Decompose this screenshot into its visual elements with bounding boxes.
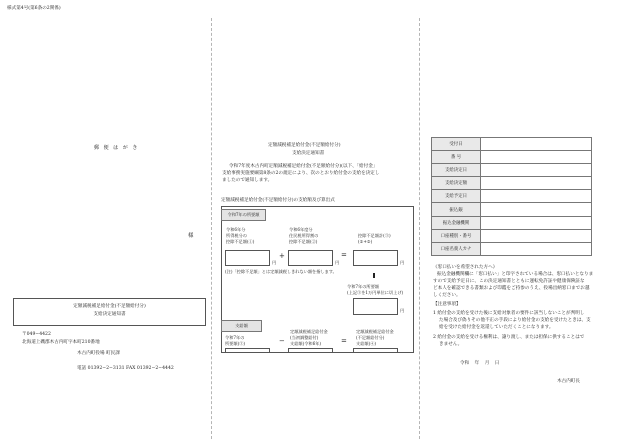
r7-required-label-1: 令和7年の所要額 bbox=[347, 284, 379, 289]
receipt-value bbox=[481, 229, 592, 242]
table-row bbox=[432, 203, 592, 216]
r6-income-tax-input bbox=[225, 250, 270, 266]
receipt-label: 受付日 bbox=[432, 138, 481, 151]
notice-body-line-2: 支給事務実施要綱第8条の2の規定により、次のとおり給付金の支給を決定し bbox=[222, 171, 380, 176]
r7-required-label-2: (上記③を1万円単位に切上げ) bbox=[347, 290, 404, 295]
down-arrow-icon bbox=[373, 273, 375, 278]
receipt-label: 振込金融機関 bbox=[432, 216, 481, 229]
bulletin-line-4: しください。 bbox=[433, 293, 461, 298]
envelope-title-2: 支給決定通知書 bbox=[93, 312, 126, 317]
addressee-honorific: 様 bbox=[188, 233, 194, 239]
r7-required-amount-input bbox=[225, 348, 270, 353]
yen-unit-1: 円 bbox=[272, 260, 277, 265]
table-row bbox=[432, 190, 592, 203]
yen-unit-2: 円 bbox=[335, 260, 340, 265]
receipt-label: 支給決定日 bbox=[432, 164, 481, 177]
r7-required-input bbox=[353, 298, 398, 315]
receipt-label: 支給決定額 bbox=[432, 177, 481, 190]
calc-section-title: 定額減税補足給付金(不足額給付分)の支給額及び算出式 bbox=[221, 198, 335, 203]
r6-resident-tax-input bbox=[288, 250, 333, 266]
paid-r6-label-1: 定額減税補足給付金 bbox=[290, 329, 328, 334]
bulletin-line-3: ど本人を確認できる書類および印鑑をご持参のうえ、役場出納窓口までお越 bbox=[433, 286, 590, 291]
table-row bbox=[432, 151, 592, 164]
table-row bbox=[432, 229, 592, 242]
receipt-label: 口座種別・番号 bbox=[432, 229, 481, 242]
paid-r6-label-3: 支給額(令和6年) bbox=[290, 341, 322, 346]
r6-resident-tax-label-3: 控除不足額(②) bbox=[289, 239, 318, 244]
sender-address: 北海道上磯郡木古内町字本町210番地 bbox=[22, 340, 100, 345]
receipt-value bbox=[481, 164, 592, 177]
sender-office: 木古内町役場 町民課 bbox=[77, 351, 120, 356]
caution-2-line-2: きません。 bbox=[439, 342, 463, 347]
table-row bbox=[432, 138, 592, 151]
fold-line-right bbox=[419, 18, 420, 439]
equals-symbol-1: = bbox=[341, 251, 347, 259]
shortfall-total-label-1: 控除不足額計(③) bbox=[358, 233, 391, 238]
paid-r6-label-2: (当初調整給付) bbox=[290, 335, 319, 340]
caution-1-line-3: 給を受けた給付金を返還していただくことになります。 bbox=[439, 325, 554, 330]
notice-title-1: 定額減税補足給付金(不足額給付分) bbox=[268, 143, 341, 148]
envelope-title-1: 定額減税補足給付金(不足額給付分) bbox=[73, 304, 146, 309]
receipt-label: 振込銀 bbox=[432, 203, 481, 216]
paid-now-label-3: 支給額(④) bbox=[356, 341, 377, 346]
table-row bbox=[432, 242, 592, 255]
sender-postcode: 〒049−4422 bbox=[22, 332, 51, 337]
receipt-value bbox=[481, 190, 592, 203]
notice-body-line-1: 令和7年度木古内町定額減税補足給付金(不足額給付分)(以下、「給付金」 bbox=[229, 164, 378, 169]
table-row bbox=[432, 177, 592, 190]
receipt-value bbox=[481, 177, 592, 190]
r7-required-header-label: 令和7年の所要額 bbox=[227, 212, 260, 217]
yen-unit-4: 円 bbox=[400, 308, 405, 313]
r7-required-amount-label-2: 所要額(③) bbox=[225, 341, 246, 346]
receipt-value bbox=[481, 151, 592, 164]
sender-phone: 電話 01392−2−3131 FAX 01392−2−4442 bbox=[77, 366, 174, 371]
r7-required-amount-label-1: 令和7年の bbox=[225, 335, 245, 340]
receipt-value bbox=[481, 242, 592, 255]
plus-symbol: + bbox=[279, 252, 285, 260]
shortfall-total-label-2: (①+②) bbox=[358, 239, 373, 244]
equals-symbol-2: = bbox=[341, 337, 347, 345]
caution-1-line-2: た場合及び偽りその他不正の手段により給付金の支給を受けたときは、支 bbox=[439, 318, 591, 323]
table-row bbox=[432, 216, 592, 229]
notice-title-2: 支給決定通知書 bbox=[292, 151, 325, 156]
caution-1-line-1: 1 給付金の支給を受けた後に支給対象者の要件に該当しないことが判明し bbox=[433, 311, 585, 316]
shortfall-total-input bbox=[353, 250, 398, 266]
caution-2-line-1: 2 給付金の支給を受ける権利は、譲り渡し、または担保に供することはで bbox=[433, 335, 585, 340]
r6-resident-tax-label-1: 令和6年度分 bbox=[289, 227, 313, 232]
form-id: 様式第4号(第6条の2関係) bbox=[7, 6, 61, 11]
fold-line-left bbox=[211, 18, 212, 439]
paid-now-label-1: 定額減税補足給付金 bbox=[356, 329, 394, 334]
table-row bbox=[432, 164, 592, 177]
paid-now-input bbox=[353, 348, 398, 353]
yen-unit-3: 円 bbox=[400, 260, 405, 265]
notice-body-line-3: ましたので通知します。 bbox=[222, 178, 273, 183]
receipt-label: 口座名義人カナ bbox=[432, 242, 481, 255]
receipt-table bbox=[431, 137, 592, 256]
caution-title: 【注意事項】 bbox=[433, 302, 461, 307]
receipt-label: 番 号 bbox=[432, 151, 481, 164]
postcard-label: 郵 便 は が き bbox=[94, 145, 139, 151]
bulletin-line-2: すので支給予定日に、この決定通知書とともに運転免許証や健康保険証な bbox=[433, 279, 585, 284]
paid-header-label: 支給額 bbox=[235, 323, 248, 328]
minus-symbol: − bbox=[279, 337, 285, 345]
receipt-label: 支給予定日 bbox=[432, 190, 481, 203]
receipt-value bbox=[481, 203, 592, 216]
receipt-value bbox=[481, 138, 592, 151]
r6-income-tax-label-2: 所得税分の bbox=[226, 233, 247, 238]
bulletin-title: 《窓口払いを希望された方へ》 bbox=[433, 265, 498, 270]
paid-now-label-2: (不足額給付分) bbox=[356, 335, 385, 340]
shortfall-note: (注)「控除不足額」とは定額減税しきれない額を指します。 bbox=[225, 269, 337, 274]
mayor-name: 木古内町長 bbox=[557, 379, 580, 384]
issue-date: 令和 年 月 日 bbox=[460, 361, 500, 366]
bulletin-line-1: 振込金融機関欄に「窓口払い」と印字されている場合は、窓口払いとなりま bbox=[437, 272, 594, 277]
receipt-value bbox=[481, 216, 592, 229]
r6-income-tax-label-1: 令和6年分 bbox=[226, 227, 246, 232]
paid-r6-input bbox=[288, 348, 333, 353]
r6-resident-tax-label-2: 住民税所得割の bbox=[289, 233, 319, 238]
r6-income-tax-label-3: 控除不足額(①) bbox=[226, 239, 255, 244]
